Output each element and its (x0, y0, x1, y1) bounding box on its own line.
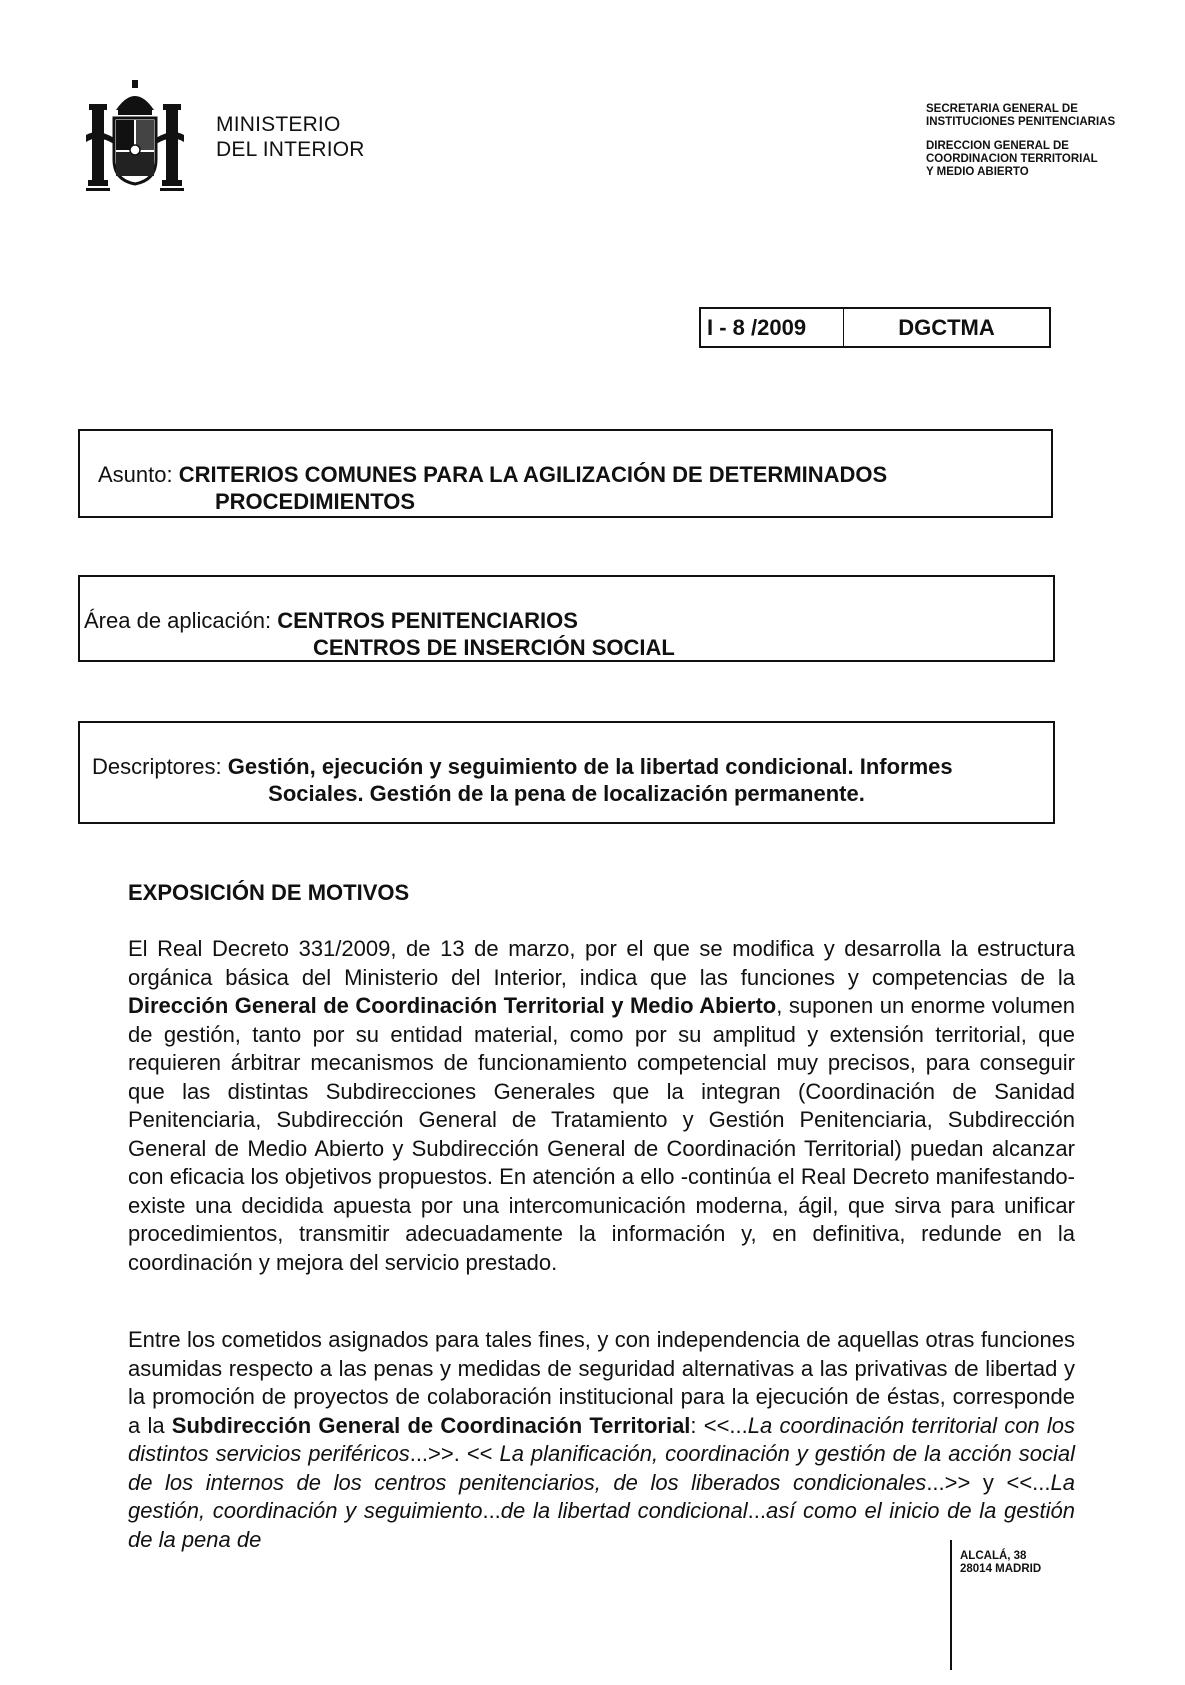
address-line-1: ALCALÁ, 38 (960, 1550, 1027, 1562)
p2-text-d: ...>> y <<... (926, 1469, 1051, 1495)
p2-text-c: ...>>. << (409, 1441, 500, 1466)
department-block (926, 103, 1115, 179)
subject-box (78, 429, 1053, 518)
section-heading: EXPOSICIÓN DE MOTIVOS (128, 880, 410, 905)
ministry-line-1: MINISTERIO (216, 113, 341, 136)
area-label: Área de aplicación: (84, 608, 278, 633)
p1-text-b: , suponen un enorme volumen de gestión, tanto por su entidad material, como por su amplitud y extensión territorial, que requieren árbitrar mecanismos de funcionamiento competencial muy precisos, para conseguir que las distintas Subdirecciones Generales que la integran (Coordinación de Sanidad Penitenciaria, Subdirección General de Tratamiento y Gestión Penitenciaria, Subdirección General de Medio Abierto y Subdirección General de Coordinación Territorial) puedan alcanzar con eficacia los objetivos propuestos. En atención a ello -continúa el Real Decreto manifestando- existe una decidida apuesta por una intercomunicación moderna, ágil, que sirva para unificar procedimientos, transmitir adecuadamente la información y, en definitiva, redunde en la coordinación y mejora del servicio prestado. (128, 993, 1075, 1275)
p2-text-e: ... (482, 1498, 501, 1523)
subject-line-1: CRITERIOS COMUNES PARA LA AGILIZACIÓN DE DETERMINADOS (178, 462, 888, 487)
area-line-1: CENTROS PENITENCIARIOS (277, 608, 578, 633)
p2-text-b: : <<... (690, 1412, 748, 1438)
descriptors-box (78, 721, 1055, 824)
descriptors-line-2: Sociales. Gestión de la pena de localización permanente. (268, 781, 865, 806)
footer-address (960, 1550, 1041, 1576)
paragraph-2 (128, 1326, 1075, 1554)
p2-quote-4: de la libertad condicional (500, 1498, 748, 1523)
ministry-line-2: DEL INTERIOR (216, 138, 365, 161)
direccion-line-1: DIRECCION GENERAL DE (926, 140, 1069, 152)
spain-coat-of-arms-icon (86, 80, 184, 195)
p1-bold: Dirección General de Coordinación Territorial y Medio Abierto (128, 993, 777, 1018)
reference-code: DGCTMA (898, 314, 995, 340)
secretaria-line-1: SECRETARIA GENERAL DE (926, 103, 1078, 115)
application-area-box (78, 575, 1055, 662)
p2-quote-1: La coordinación territorial con los distintos servicios periféricos (128, 1412, 1075, 1466)
p2-quote-2: La planificación, coordinación y gestión de la acción social de los internos de los centros penitenciarios, de los liberados condicionales (128, 1441, 1075, 1495)
paragraph-1 (128, 935, 1075, 1277)
reference-box (699, 307, 1051, 348)
p2-text-a: Entre los cometidos asignados para tales fines, y con independencia de aquellas otras funciones asumidas respecto a las penas y medidas de seguridad alternativas a las privativas de libertad y la promoción de proyectos de colaboración institucional para la ejecución de éstas, corresponde a la (128, 1327, 1075, 1438)
address-line-2: 28014 MADRID (960, 1563, 1042, 1575)
footer-divider (950, 1540, 952, 1670)
secretaria-line-2: INSTITUCIONES PENITENCIARIAS (926, 116, 1116, 128)
descriptors-line-1: Gestión, ejecución y seguimiento de la libertad condicional. Informes (227, 754, 953, 779)
subject-label: Asunto: (98, 462, 179, 487)
ministry-name (216, 112, 365, 162)
p2-quote-3: La gestión, coordinación y seguimiento (128, 1469, 1075, 1523)
p2-text-f: ... (747, 1498, 766, 1523)
reference-number: I - 8 /2009 (701, 309, 844, 346)
direccion-line-3: Y MEDIO ABIERTO (926, 166, 1029, 178)
area-line-2: CENTROS DE INSERCIÓN SOCIAL (313, 635, 675, 660)
p2-bold: Subdirección General de Coordinación Territorial (171, 1412, 691, 1438)
p2-quote-5: así como el inicio de la gestión de la pena de (128, 1498, 1075, 1552)
direccion-line-2: COORDINACION TERRITORIAL (926, 153, 1098, 165)
descriptors-label: Descriptores: (92, 754, 228, 779)
subject-line-2: PROCEDIMIENTOS (215, 489, 416, 514)
p1-text-a: El Real Decreto 331/2009, de 13 de marzo, por el que se modifica y desarrolla la estructura orgánica básica del Ministerio del Interior, indica que las funciones y competencias de la (128, 936, 1075, 990)
